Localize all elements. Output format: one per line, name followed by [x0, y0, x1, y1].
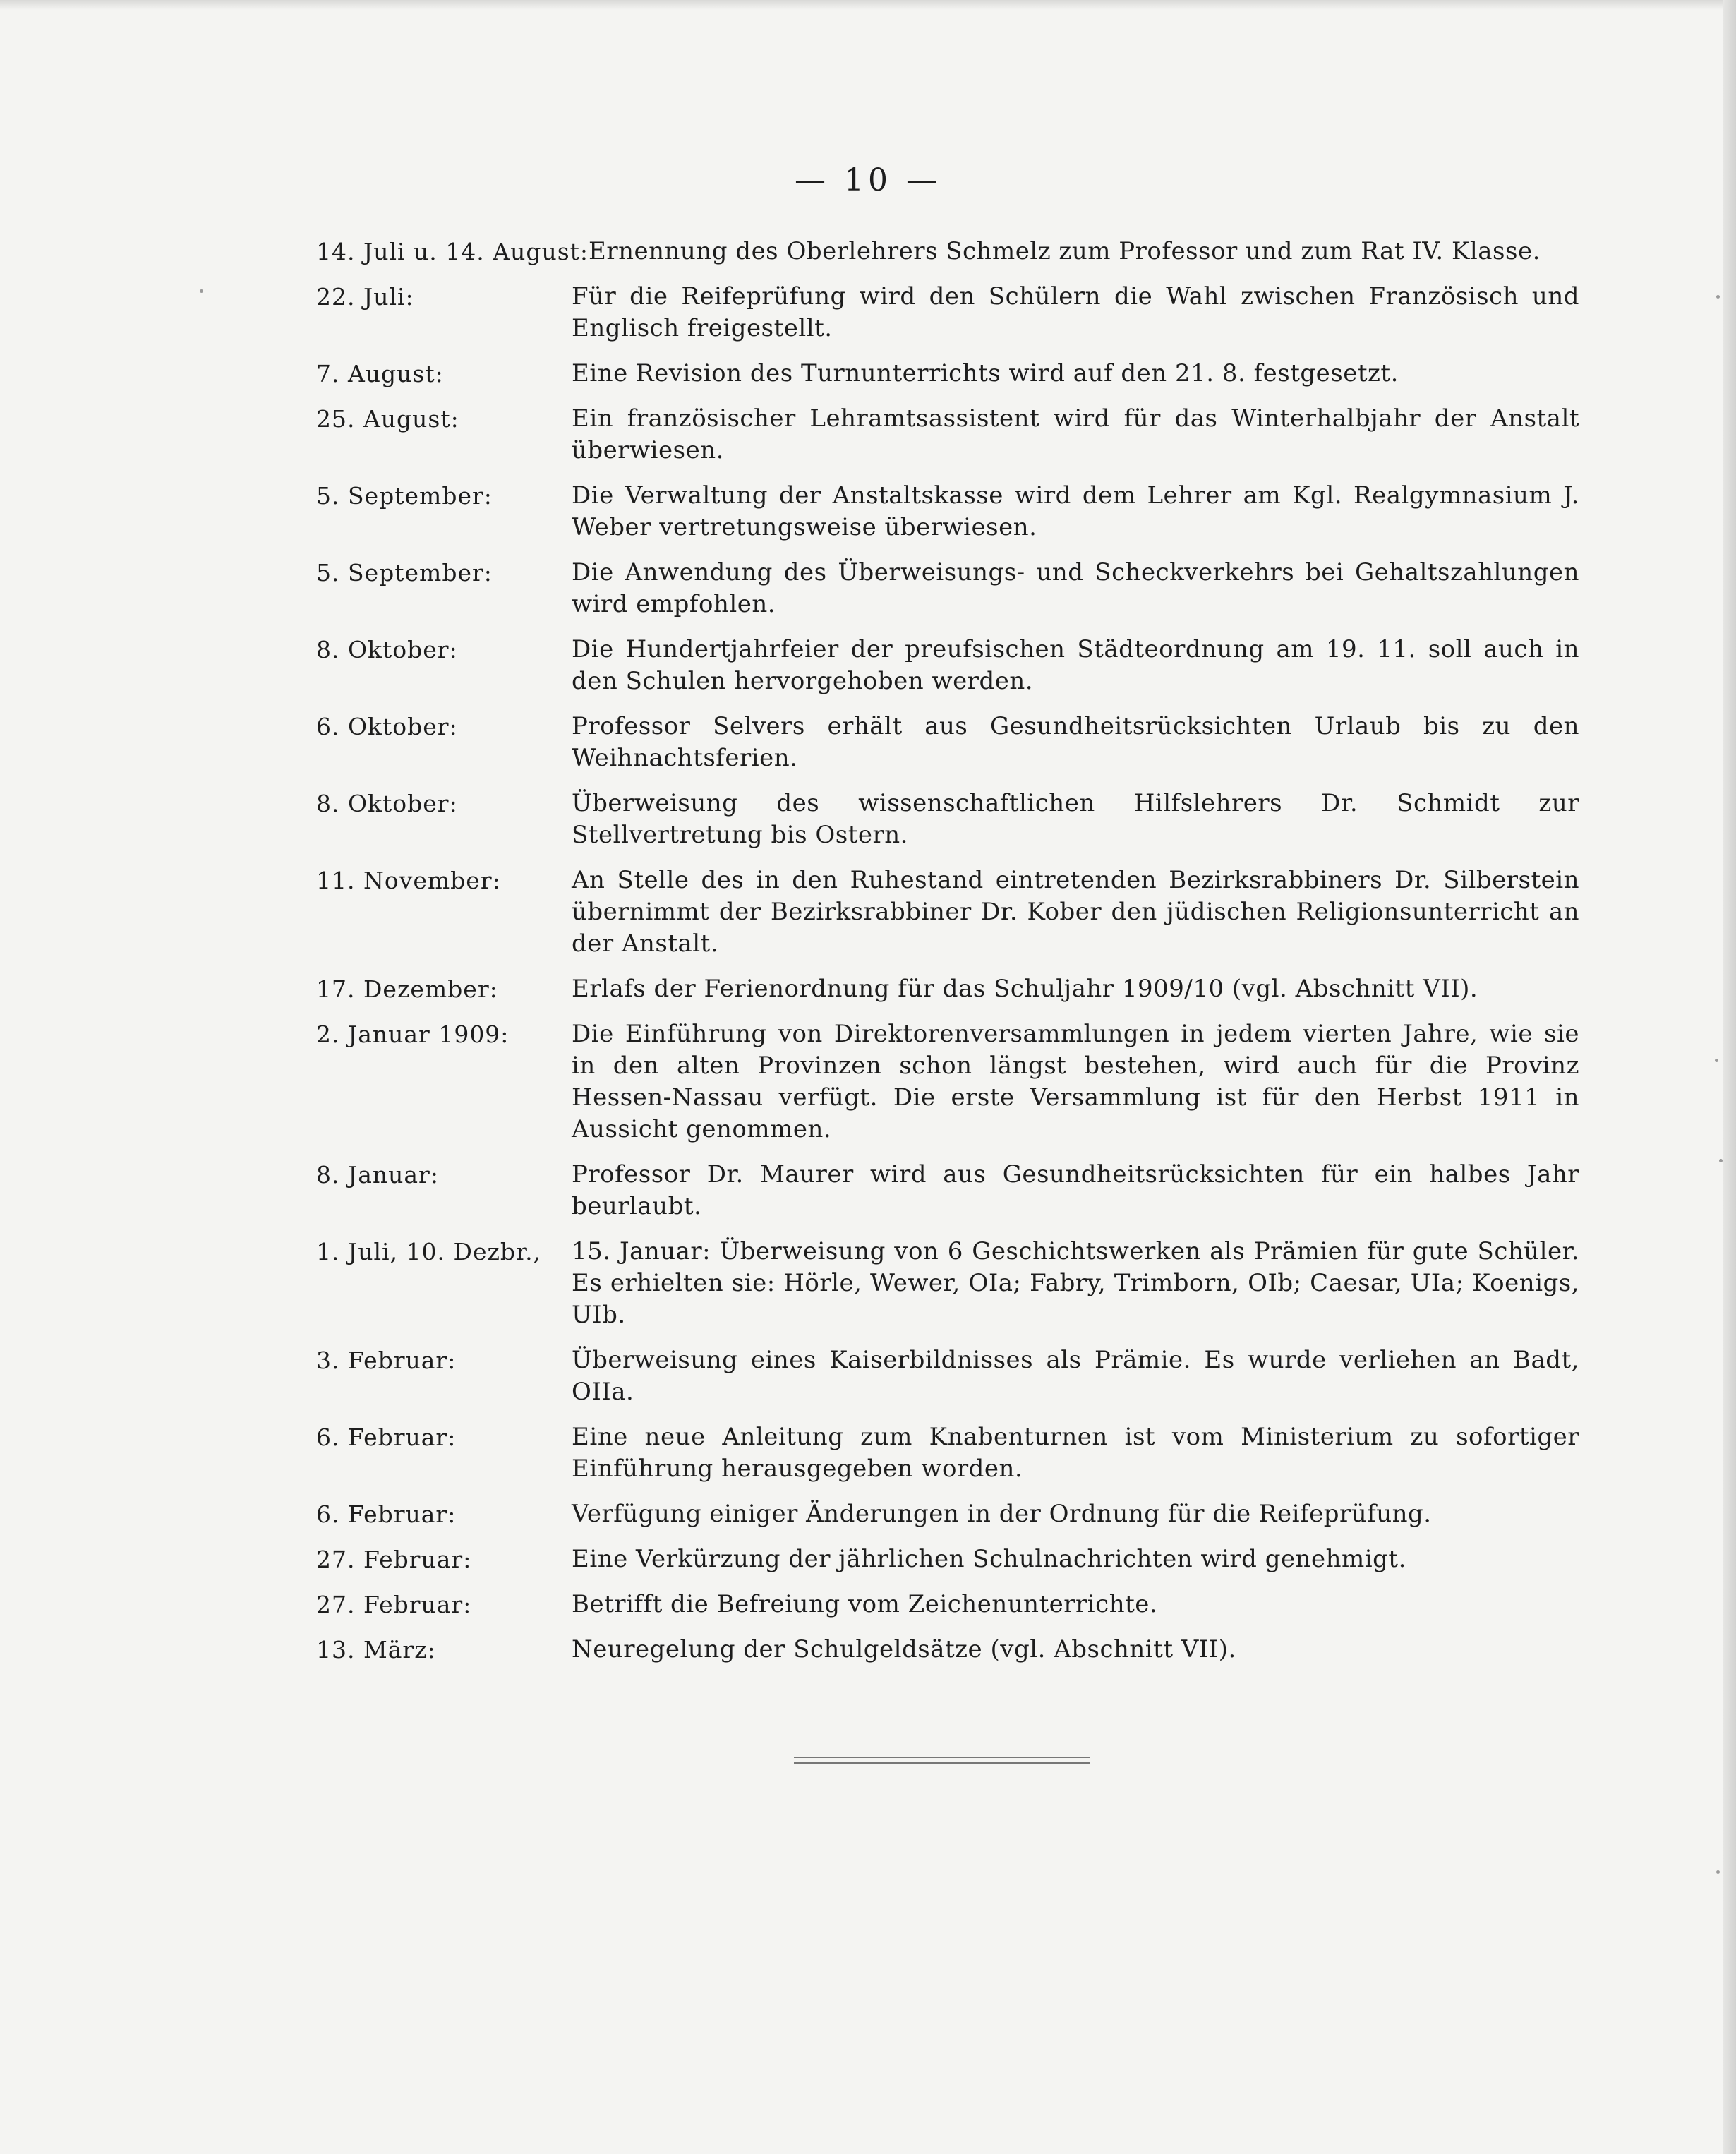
entry-text: 15. Januar: Überweisung von 6 Geschichtswerken als Prämien für gute Schüler. Es erhielten sie: Hörle, Wewer, OIa; Fabry, Trimborn, OIb; Caesar, UIa; Koenigs, UIb. [572, 1237, 1579, 1329]
closing-double-rule [794, 1757, 1090, 1764]
chronicle-entry [316, 403, 1579, 467]
chronicle-entry [316, 634, 1579, 697]
paper-speck [1719, 1159, 1723, 1162]
chronicle-entry [316, 480, 1579, 543]
paper-speck [1716, 295, 1720, 299]
entry-date: 5. September: [316, 482, 493, 510]
chronicle-entry [316, 973, 1579, 1005]
entry-date: 27. Februar: [316, 1591, 472, 1618]
chronicle-entry [316, 1498, 1579, 1530]
chronicle-entry [316, 358, 1579, 390]
entry-date: 6. Februar: [316, 1500, 457, 1528]
chronicle-entry [316, 1544, 1579, 1575]
chronicle-entry [316, 1159, 1579, 1222]
chronicle-entry [316, 711, 1579, 774]
paper-speck [1716, 1870, 1720, 1874]
entry-text: Die Hundertjahrfeier der preufsischen Städteordnung am 19. 11. soll auch in den Schulen hervorgehoben werden. [572, 635, 1579, 695]
entry-text: Erlafs der Ferienordnung für das Schuljahr 1909/10 (vgl. Abschnitt VII). [572, 975, 1478, 1003]
entry-date: 8. Januar: [316, 1161, 439, 1189]
entry-date: 6. Oktober: [316, 713, 458, 740]
entry-text: Verfügung einiger Änderungen in der Ordnung für die Reifeprüfung. [572, 1500, 1432, 1528]
chronicle-entry [316, 281, 1579, 344]
entry-text: Ein französischer Lehramtsassistent wird für das Winterhalbjahr der Anstalt überwiesen. [572, 404, 1579, 464]
entry-date: 8. Oktober: [316, 636, 458, 663]
entry-text: Professor Selvers erhält aus Gesundheitsrücksichten Urlaub bis zu den Weihnachtsferien. [572, 712, 1579, 772]
chronicle-entry [316, 1634, 1579, 1666]
chronicle-entry [316, 1018, 1579, 1145]
chronicle-entry [316, 788, 1579, 851]
entry-date: 13. März: [316, 1636, 436, 1663]
entry-date: 14. Juli u. 14. August: [316, 238, 589, 265]
page-top-shadow [0, 0, 1736, 10]
entry-text: Eine Verkürzung der jährlichen Schulnachrichten wird genehmigt. [572, 1545, 1406, 1573]
entry-text: Professor Dr. Maurer wird aus Gesundheitsrücksichten für ein halbes Jahr beurlaubt. [572, 1160, 1579, 1220]
entry-date: 25. August: [316, 405, 459, 433]
chronicle-entry [316, 557, 1579, 620]
chronicle-entry [316, 236, 1579, 267]
entry-date: 8. Oktober: [316, 790, 458, 817]
chronicle-entry [316, 1236, 1579, 1331]
entry-date: 2. Januar 1909: [316, 1021, 510, 1048]
entry-text: Die Anwendung des Überweisungs- und Scheckverkehrs bei Gehaltszahlungen wird empfohlen. [572, 558, 1579, 618]
entry-date: 1. Juli, 10. Dezbr., [316, 1238, 542, 1265]
entry-text: Eine neue Anleitung zum Knabenturnen ist vom Ministerium zu sofortiger Einführung herausgegeben worden. [572, 1423, 1579, 1483]
entry-text: An Stelle des in den Ruhestand eintretenden Bezirksrabbiners Dr. Silberstein übernimmt der Bezirksrabbiner Dr. Kober den jüdischen Religionsunterricht an der Anstalt. [572, 866, 1579, 958]
entry-date: 27. Februar: [316, 1546, 472, 1573]
entry-date: 6. Februar: [316, 1424, 457, 1451]
paper-speck [1715, 1059, 1718, 1062]
page-number: — 10 — [795, 162, 941, 198]
chronicle-entry [316, 865, 1579, 960]
entry-date: 5. September: [316, 559, 493, 586]
entry-text: Die Einführung von Direktorenversammlungen in jedem vierten Jahre, wie sie in den alten Provinzen schon längst bestehen, wird auch für die Provinz Hessen-Nassau verfügt. Die erste Versammlung ist für den Herbst 1911 in Aussicht genommen. [572, 1020, 1579, 1143]
entry-date: 22. Juli: [316, 283, 414, 311]
entry-text: Ernennung des Oberlehrers Schmelz zum Professor und zum Rat IV. Klasse. [589, 237, 1541, 265]
entry-date: 7. August: [316, 360, 444, 387]
entry-text: Die Verwaltung der Anstaltskasse wird dem Lehrer am Kgl. Realgymnasium J. Weber vertretungsweise überwiesen. [572, 481, 1579, 541]
entry-text: Betrifft die Befreiung vom Zeichenunterrichte. [572, 1590, 1158, 1618]
entry-date: 3. Februar: [316, 1347, 457, 1374]
entry-text: Eine Revision des Turnunterrichts wird auf den 21. 8. festgesetzt. [572, 359, 1399, 387]
entry-text: Überweisung eines Kaiserbildnisses als Prämie. Es wurde verliehen an Badt, OIIa. [572, 1346, 1579, 1406]
page-edge-shadow [1723, 0, 1736, 2154]
chronicle-entry [316, 1589, 1579, 1620]
paper-speck [200, 289, 203, 293]
entry-date: 11. November: [316, 867, 501, 894]
entry-text: Für die Reifeprüfung wird den Schülern die Wahl zwischen Französisch und Englisch freigestellt. [572, 282, 1579, 342]
chronicle-entry [316, 1344, 1579, 1408]
entry-text: Überweisung des wissenschaftlichen Hilfslehrers Dr. Schmidt zur Stellvertretung bis Ostern. [572, 789, 1579, 849]
chronicle-list [316, 236, 1579, 1679]
entry-text: Neuregelung der Schulgeldsätze (vgl. Abschnitt VII). [572, 1635, 1236, 1663]
chronicle-entry [316, 1421, 1579, 1485]
entry-date: 17. Dezember: [316, 975, 498, 1003]
